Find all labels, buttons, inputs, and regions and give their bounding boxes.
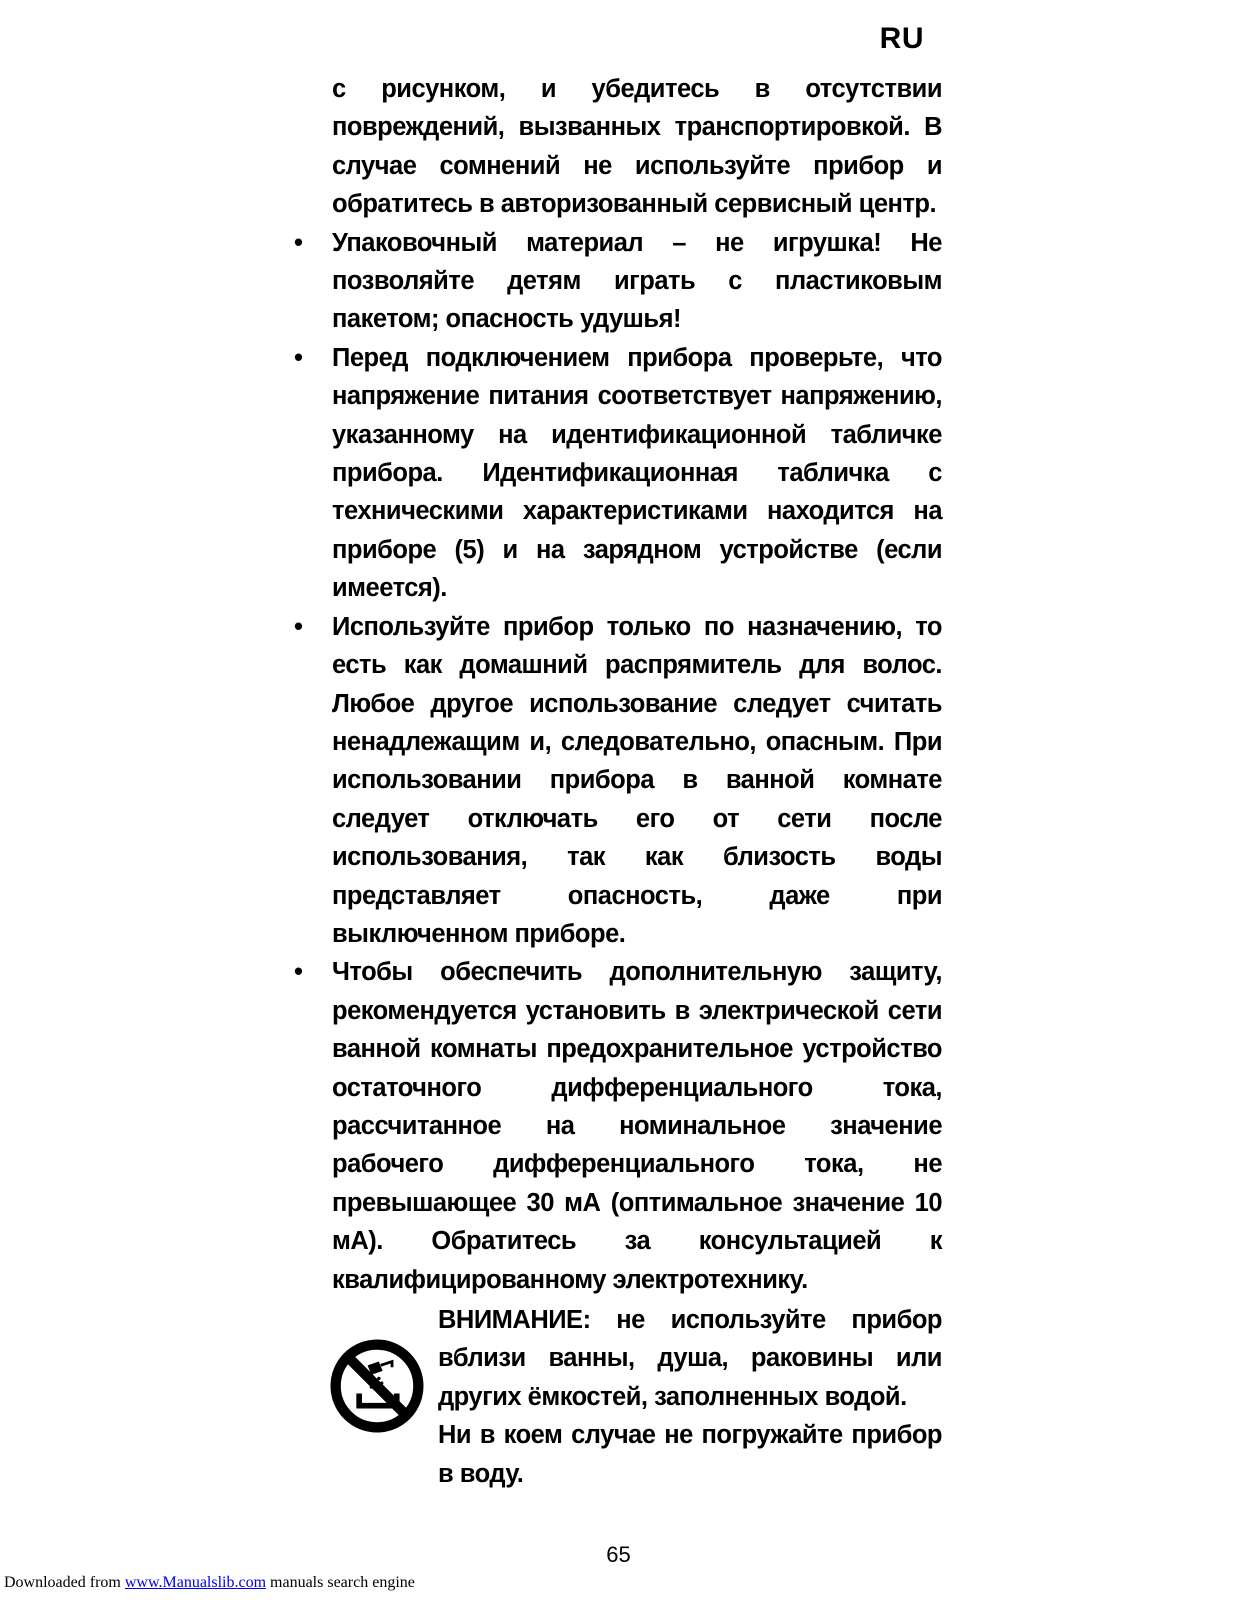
- paragraph-continuation: [332, 70, 942, 224]
- bullet-text: Чтобы обеспечить дополнительную защиту, рекомендуется установить в электрической сети ванной комнаты предохранительное устройство остаточного дифференциального тока, рассчитанное на номинальное значение рабочего дифференциального тока, не превышающее 30 мА (оптимальное значение 10 мА). Обратитесь за консультацией к квалифицированному электротехнику.: [332, 958, 942, 1294]
- bullet-icon: •: [294, 612, 303, 641]
- page-number: 65: [606, 1542, 631, 1567]
- manualslib-link[interactable]: www.Manualslib.com: [124, 1574, 267, 1591]
- bullet-text: Упаковочный материал – не игрушка! Не позволяйте детям играть с пластиковым пакетом; опасность удушья!: [332, 228, 942, 334]
- footer-suffix: manuals search engine: [266, 1574, 415, 1591]
- warning-line: Ни в коем случае не погружайте прибор в воду.: [438, 1421, 942, 1488]
- bullet-icon: •: [294, 343, 303, 372]
- warning-line: ВНИМАНИЕ: не используйте прибор вблизи ванны, душа, раковины или других ёмкостей, заполненных водой.: [438, 1306, 942, 1411]
- manual-content: [294, 70, 942, 1501]
- footer-prefix: Downloaded from: [4, 1574, 125, 1591]
- warning-text: [438, 1301, 942, 1493]
- language-code: RU: [879, 22, 924, 55]
- bullet-item: [294, 339, 942, 608]
- paragraph-text: с рисунком, и убедитесь в отсутствии повреждений, вызванных транспортировкой. В случае сомнений не используйте прибор и обратитесь в авторизованный сервисный центр.: [332, 75, 942, 219]
- bullet-item: [294, 224, 942, 339]
- bullet-item: [294, 953, 942, 1299]
- bullet-item: [294, 608, 942, 954]
- bullet-text: Перед подключением прибора проверьте, что напряжение питания соответствует напряжению, указанному на идентификационной табличке прибора. Идентификационная табличка с техническими характеристиками находится на приборе (5) и на зарядном устройстве (если имеется).: [332, 343, 942, 603]
- bullet-icon: •: [294, 958, 303, 987]
- warning-block: [332, 1301, 942, 1501]
- footer: [4, 1574, 415, 1592]
- bullet-text: Используйте прибор только по назначению, то есть как домашний распрямитель для волос. Любое другое использование следует считать ненадлежащим и, следовательно, опасным. При использовании прибора в ванной комнате следует отключать его от сети после использования, так как близость воды представляет опасность, даже при выключенном приборе.: [332, 612, 942, 948]
- no-water-use-icon: [330, 1339, 424, 1433]
- bullet-icon: •: [294, 228, 303, 257]
